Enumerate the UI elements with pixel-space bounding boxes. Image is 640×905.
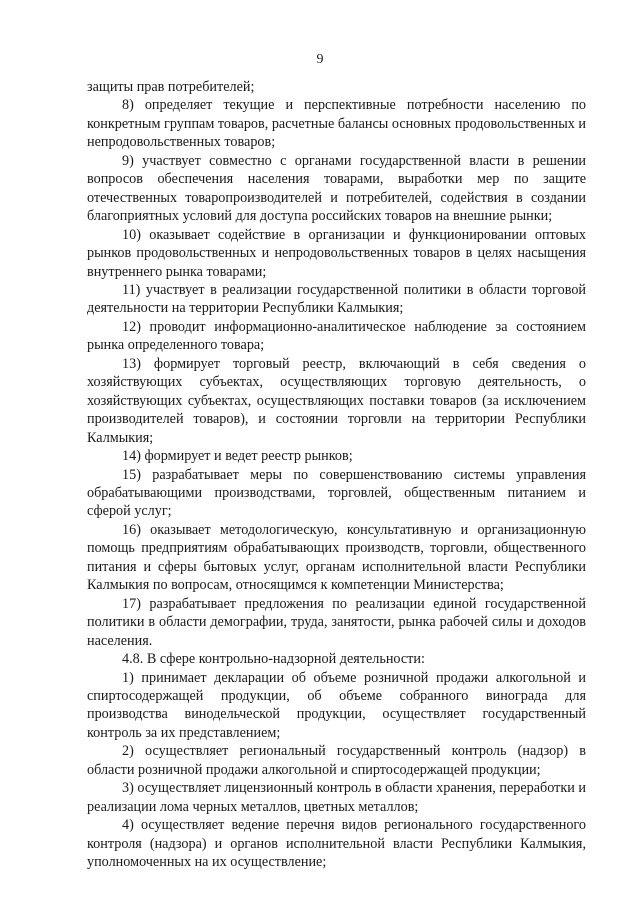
paragraph-4-8-item-1: 1) принимает декларации об объеме розничной продажи алкогольной и спиртосодержащей продукции, об объеме собранного винограда для производства винодельческой продукции, осуществляет государственный контроль за их представлением; (87, 669, 586, 741)
paragraph-item-15: 15) разрабатывает меры по совершенствованию системы управления обрабатывающими производствами, торговлей, общественным питанием и сферой услуг; (87, 466, 586, 520)
paragraph-item-9: 9) участвует совместно с органами государственной власти в решении вопросов обеспечения населения товарами, выработки мер по защите отечественных товаропроизводителей и потребителей, содействия в создании благоприятных условий для доступа российских товаров на внешние рынки; (87, 152, 586, 225)
paragraph-item-17: 17) разрабатывает предложения по реализации единой государственной политики в области демографии, труда, занятости, рынка рабочей силы и доходов населения. (87, 595, 586, 649)
paragraph-item-11: 11) участвует в реализации государственной политики в области торговой деятельности на территории Республики Калмыкия; (87, 281, 586, 317)
paragraph-item-13: 13) формирует торговый реестр, включающий в себя сведения о хозяйствующих субъектах, осуществляющих торговую деятельность, о хозяйствующих субъектах, осуществляющих поставки товаров (за исключением производителей товаров), и состоянии торговли на территории Республики Калмыкия; (87, 355, 586, 446)
page-number: 9 (316, 52, 324, 67)
paragraph-item-14: 14) формирует и ведет реестр рынков; (122, 448, 353, 465)
paragraph-item-16: 16) оказывает методологическую, консультативную и организационную помощь предприятиям обрабатывающих производств, торговли, общественного питания и сферы бытовых услуг, органам исполнительной власти Республики Калмыкия по вопросам, относящимся к компетенции Министерства; (87, 521, 586, 594)
paragraph-item-12: 12) проводит информационно-аналитическое наблюдение за состоянием рынка определенного товара; (87, 318, 586, 354)
paragraph-4-8-item-4: 4) осуществляет ведение перечня видов регионального государственного контроля (надзора) и органов исполнительной власти Республики Калмыкия, уполномоченных на их осуществление; (87, 817, 586, 871)
section-heading-4-8: 4.8. В сфере контрольно-надзорной деятельности: (122, 651, 425, 668)
paragraph-item-8: 8) определяет текущие и перспективные потребности населению по конкретным группам товаров, расчетные балансы основных продовольственных и непродовольственных товаров; (87, 97, 586, 151)
document-body (87, 78, 586, 871)
paragraph-item-10: 10) оказывает содействие в организации и функционировании оптовых рынков продовольственных и непродовольственных товаров в целях насыщения внутреннего рынка товарами; (87, 226, 586, 280)
paragraph-continuation: защиты прав потребителей; (87, 79, 255, 95)
paragraph-4-8-item-2: 2) осуществляет региональный государственный контроль (надзор) в области розничной продажи алкогольной и спиртосодержащей продукции; (87, 743, 586, 778)
paragraph-4-8-item-3: 3) осуществляет лицензионный контроль в области хранения, переработки и реализации лома черных металлов, цветных металлов; (87, 780, 586, 815)
